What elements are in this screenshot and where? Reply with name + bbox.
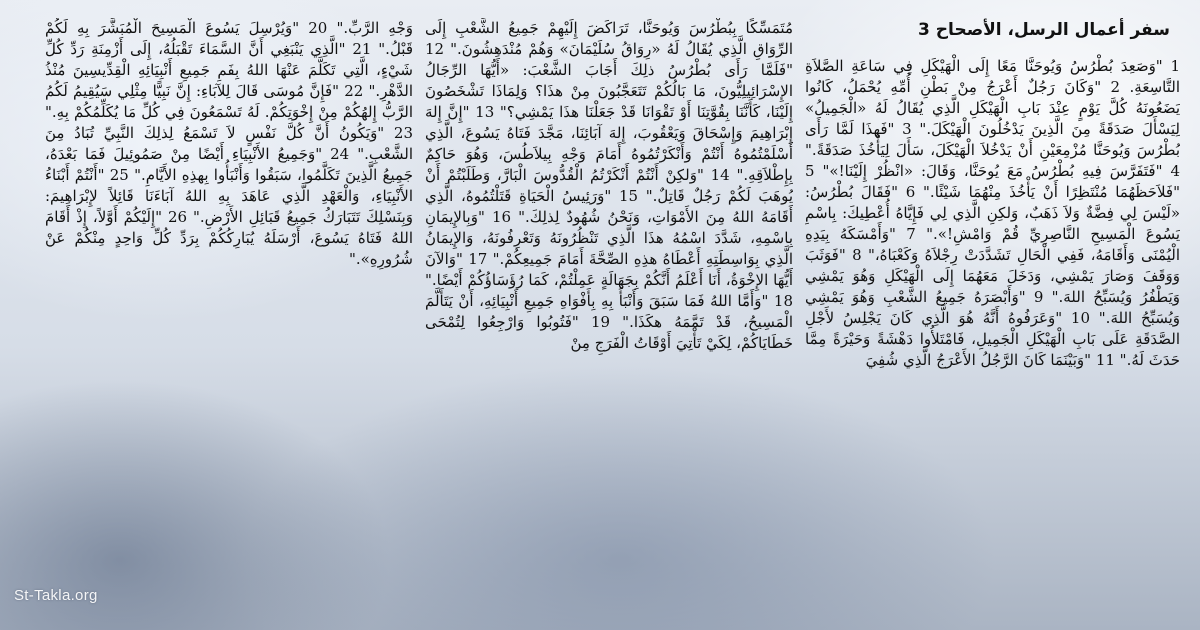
verse-text-block-2: مُتَمَسِّكًا بِبُطْرُسَ وَيُوحَنَّا، تَرَاكَضَ إِلَيْهِمْ جَمِيعُ الشَّعْبِ إِلَى الرِّوَاقِ الَّذِي يُقَالُ لَهُ «رِوَاقُ سُلَيْمَانَ» وَهُمْ مُنْدَهِشُونَ." 12 "فَلَمَّا رَأَى بُطْرُسُ ذلِكَ أَجَابَ الشَّعْبَ: «أَيُّهَا الرِّجَالُ الإِسْرَائِيلِيُّونَ، مَا بَالُكُمْ تَتَعَجَّبُونَ مِنْ هذَا؟ وَلِمَاذَا تَشْخَصُونَ إِلَيْنَا، كَأَنَّنَا بِقُوَّتِنَا أَوْ تَقْوَانَا قَدْ جَعَلْنَا هذَا يَمْشِي؟" 13 "إِنَّ إِلهَ إِبْرَاهِيمَ وَإِسْحَاقَ وَيَعْقُوبَ، إِلهَ آبَائِنَا، مَجَّدَ فَتَاهُ يَسُوعَ، الَّذِي أَسْلَمْتُمُوهُ أَنْتُمْ وَأَنْكَرْتُمُوهُ أَمَامَ وَجْهِ بِيلاَطُسَ، وَهُوَ حَاكِمٌ بِإِطْلاَقِهِ." 14 "وَلكِنْ أَنْتُمْ أَنْكَرْتُمُ الْقُدُّوسَ الْبَارَّ، وَطَلَبْتُمْ أَنْ يُوهَبَ لَكُمْ رَجُلٌ قَاتِلٌ." 15 "وَرَئِيسُ الْحَيَاةِ قَتَلْتُمُوهُ، الَّذِي أَقَامَهُ اللهُ مِنَ الأَمْوَاتِ، وَنَحْنُ شُهُودٌ لِذلِكَ." 16 "وَبِالإِيمَانِ بِاسْمِهِ، شَدَّدَ اسْمُهُ هذَا الَّذِي تَنْظُرُونَهُ وَتَعْرِفُونَهُ، وَالإِيمَانُ الَّذِي بِوَاسِطَتِهِ أَعْطَاهُ هذِهِ الصِّحَّةَ أَمَامَ جَمِيعِكُمْ." 17 "وَالآنَ أَيُّهَا الإِخْوَةُ، أَنَا أَعْلَمُ أَنَّكُمْ بِجَهَالَةٍ عَمِلْتُمْ، كَمَا رُؤَسَاؤُكُمْ أَيْضًا." 18 "وَأَمَّا اللهُ فَمَا سَبَقَ وَأَنْبَأَ بِهِ بِأَفْوَاهِ جَمِيعِ أَنْبِيَائِهِ، أَنْ يَتَأَلَّمَ الْمَسِيحُ، قَدْ تَمَّمَهُ هكَذَا." 19 "فَتُوبُوا وَارْجِعُوا لِتُمْحَى خَطَايَاكُمْ، لِكَيْ تَأْتِيَ أَوْقَاتُ الْفَرَجِ مِنْ: [425, 19, 793, 352]
text-column-left: [45, 18, 413, 398]
text-column-right: [805, 18, 1180, 616]
text-column-middle: [425, 18, 793, 624]
verse-text-block-1: 1 "وَصَعِدَ بُطْرُسُ وَيُوحَنَّا مَعًا إِلَى الْهَيْكَلِ فِي سَاعَةِ الصَّلاَةِ التَّاسِعَةِ. 2 "وَكَانَ رَجُلٌ أَعْرَجُ مِنْ بَطْنِ أُمِّهِ يُحْمَلُ، كَانُوا يَضَعُونَهُ كُلَّ يَوْمٍ عِنْدَ بَابِ الْهَيْكَلِ الَّذِي يُقَالُ لَهُ «الْجَمِيلُ» لِيَسْأَلَ صَدَقَةً مِنَ الَّذِينَ يَدْخُلُونَ الْهَيْكَلَ." 3 "فَهذَا لَمَّا رَأَى بُطْرُسَ وَيُوحَنَّا مُزْمِعَيْنِ أَنْ يَدْخُلاَ الْهَيْكَلَ، سَأَلَ لِيَأْخُذَ صَدَقَةً." 4 "فَتَفَرَّسَ فِيهِ بُطْرُسُ مَعَ يُوحَنَّا، وَقَالَ: «انْظُرْ إِلَيْنَا!»" 5 "فَلاَحَظَهُمَا مُنْتَظِرًا أَنْ يَأْخُذَ مِنْهُمَا شَيْئًا." 6 "فَقَالَ بُطْرُسُ: «لَيْسَ لِي فِضَّةٌ وَلاَ ذَهَبٌ، وَلكِنِ الَّذِي لِي فَإِيَّاهُ أُعْطِيكَ: بِاسْمِ يَسُوعَ الْمَسِيحِ النَّاصِرِيِّ قُمْ وَامْشِ!»." 7 "وَأَمْسَكَهُ بِيَدِهِ الْيُمْنَى وَأَقَامَهُ، فَفِي الْحَالِ تَشَدَّدَتْ رِجْلاَهُ وَكَعْبَاهُ،" 8 "فَوَثَبَ وَوَقَفَ وَصَارَ يَمْشِي، وَدَخَلَ مَعَهُمَا إِلَى الْهَيْكَلِ وَهُوَ يَمْشِي وَيَطْفُرُ وَيُسَبِّحُ اللهَ." 9 "وَأَبْصَرَهُ جَمِيعُ الشَّعْبِ وَهُوَ يَمْشِي وَيُسَبِّحُ اللهَ." 10 "وَعَرَفُوهُ أَنَّهُ هُوَ الَّذِي كَانَ يَجْلِسُ لأَجْلِ الصَّدَقَةِ عَلَى بَابِ الْهَيْكَلِ الْجَمِيلِ، فَامْتَلأُوا دَهْشَةً وَحَيْرَةً مِمَّا حَدَثَ لَهُ." 11 "وَبَيْنَمَا كَانَ الرَّجُلُ الأَعْرَجُ الَّذِي شُفِيَ: [805, 57, 1180, 369]
chapter-title: سفر أعمال الرسل، الأصحاح 3: [918, 20, 1170, 40]
verse-text-block-3: وَجْهِ الرَّبِّ." 20 "وَيُرْسِلَ يَسُوعَ الْمَسِيحَ الْمُبَشَّرَ بِهِ لَكُمْ قَبْلُ." 21 "الَّذِي يَنْبَغِي أَنَّ السَّمَاءَ تَقْبَلُهُ، إِلَى أَزْمِنَةِ رَدِّ كُلِّ شَيْءٍ، الَّتِي تَكَلَّمَ عَنْهَا اللهُ بِفَمِ جَمِيعِ أَنْبِيَائِهِ الْقِدِّيسِينَ مُنْذُ الدَّهْرِ." 22 "فَإِنَّ مُوسَى قَالَ لِلآبَاءِ: إِنَّ نَبِيًّا مِثْلِي سَيُقِيمُ لَكُمُ الرَّبُّ إِلهُكُمْ مِنْ إِخْوَتِكُمْ. لَهُ تَسْمَعُونَ فِي كُلِّ مَا يُكَلِّمُكُمْ بِهِ." 23 "وَيَكُونُ أَنَّ كُلَّ نَفْسٍ لاَ تَسْمَعُ لِذلِكَ النَّبِيِّ تُبَادُ مِنَ الشَّعْبِ." 24 "وَجَمِيعُ الأَنْبِيَاءِ أَيْضًا مِنْ صَمُوئِيلَ فَمَا بَعْدَهُ، جَمِيعُ الَّذِينَ تَكَلَّمُوا، سَبَقُوا وَأَنْبَأُوا بِهذِهِ الأَيَّامِ." 25 "أَنْتُمْ أَبْنَاءُ الأَنْبِيَاءِ، وَالْعَهْدِ الَّذِي عَاهَدَ بِهِ اللهُ آبَاءَنَا قَائِلاً لإِبْرَاهِيمَ: وَبِنَسْلِكَ تَتَبَارَكُ جَمِيعُ قَبَائِلِ الأَرْضِ." 26 "إِلَيْكُمْ أَوَّلاً، إِذْ أَقَامَ اللهُ فَتَاهُ يَسُوعَ، أَرْسَلَهُ يُبَارِكُكُمْ بِرَدِّ كُلِّ وَاحِدٍ مِنْكُمْ عَنْ شُرُورِهِ».": [45, 19, 413, 268]
site-watermark: St-Takla.org: [14, 587, 98, 604]
